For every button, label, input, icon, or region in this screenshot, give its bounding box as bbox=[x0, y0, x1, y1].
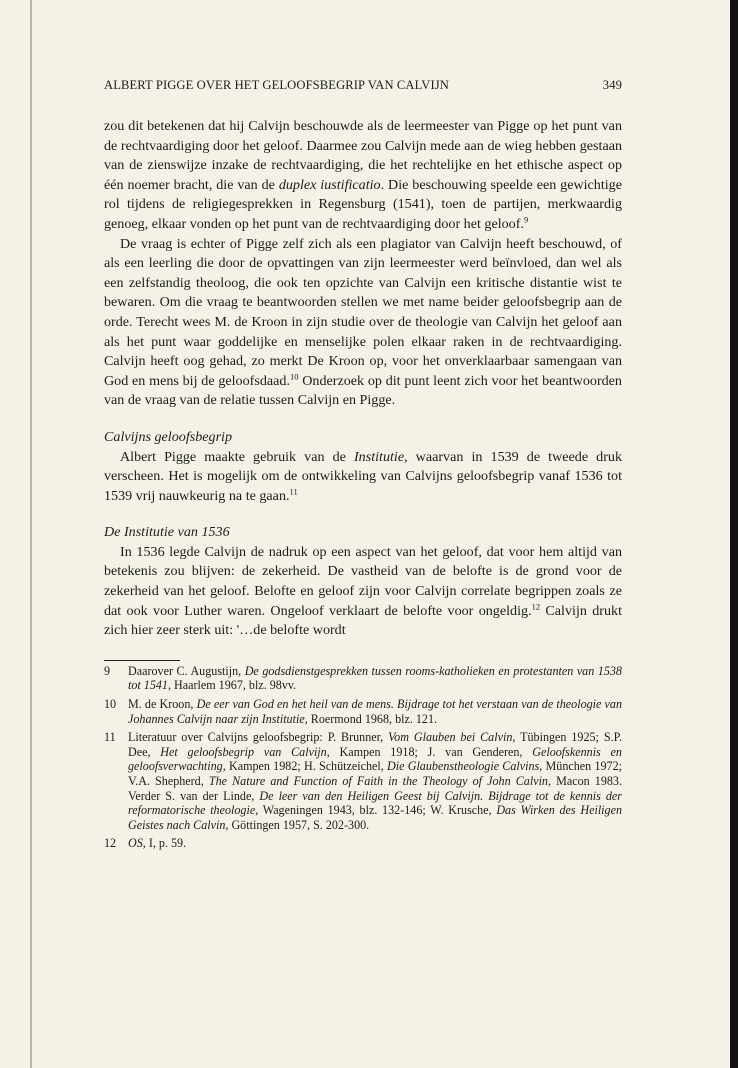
paragraph-4 bbox=[104, 543, 622, 641]
body-text bbox=[104, 117, 622, 641]
page-number: 349 bbox=[602, 78, 622, 92]
paragraph-2-text-a: De vraag is echter of Pigge zelf zich als een plagiator van Calvijn heeft beschouwd, of als een leerling die door de opvattingen van zijn leermeester werd beïnvloed, dan wel als een zelfstandig theoloog, die ook ten opzichte van Calvijn een kritische distantie wist te bewaren. Om die vraag te beantwoorden stellen we met name beider geloofsbegrip aan de orde. Terecht wees M. de Kroon in zijn studie over de theologie van Calvijn het geloof aan als het punt waar goddelijke en menselijke polen elkaar raken in de rechtvaardiging. Calvijn heeft oog gehad, zo merkt De Kroon op, voor het onverklaarbaar samengaan van God en mens bij de geloofsdaad. bbox=[104, 235, 622, 389]
book-page bbox=[104, 78, 622, 855]
footnote-rule bbox=[104, 660, 180, 661]
footnote-text: Daarover C. Augustijn, De godsdienstgesprekken tussen rooms-katholieken en protestanten van 1538 tot 1541, Haarlem 1967, blz. 98vv. bbox=[128, 663, 622, 693]
footnote-11 bbox=[104, 730, 622, 832]
paragraph-3-text-b: , waarvan in 1539 de tweede druk verscheen. Het is mogelijk om de ontwikkeling van Calvijns geloofsbegrip vanaf 1536 tot 1539 vrij nauwkeurig na te gaan. bbox=[104, 448, 622, 504]
footnote-number: 12 bbox=[104, 836, 117, 851]
note-ref-11: 11 bbox=[289, 486, 298, 496]
section-heading-calvijns-geloofsbegrip: Calvijns geloofsbegrip bbox=[104, 428, 233, 445]
paragraph-3-italic: Institutie bbox=[353, 448, 405, 465]
scan-right-edge bbox=[730, 0, 738, 1068]
note-ref-12: 12 bbox=[531, 600, 541, 611]
paragraph-3-text-a: Albert Pigge maakte gebruik van de bbox=[120, 448, 354, 465]
paragraph-1-text-b: . Die beschouwing speelde een gewichtige rol tijdens de religiegesprekken in Regensburg (1541), toen de partijen, merkwaardig genoeg, elkaar vonden op het punt van de rechtvaardiging door het geloof. bbox=[104, 176, 622, 232]
paragraph-4-text-a: In 1536 legde Calvijn de nadruk op een aspect van het geloof, dat voor hem altijd van betekenis zou blijven: de zekerheid. De vastheid van de belofte is de grond voor de zekerheid van het geloof. Belofte en geloof zijn voor Calvijn correlate begrippen zoals ze dat ook voor Luther waren. Ongeloof verklaart de belofte voor ongeldig. bbox=[104, 543, 622, 619]
paragraph-1 bbox=[104, 117, 622, 235]
paragraph-1-text-a: zou dit betekenen dat hij Calvijn beschouwde als de leermeester van Pigge op het punt van de rechtvaardiging door het geloof. Daarmee zou Calvijn mede aan de wieg hebben gestaan van de zienswijze inzake de rechtvaardiging, die het rechtelijke en het ethische aspect op één noemer bracht, die van de bbox=[104, 118, 622, 193]
footnote-12 bbox=[104, 836, 622, 851]
paragraph-3 bbox=[104, 448, 622, 507]
footnote-text: OS, I, p. 59. bbox=[128, 836, 187, 851]
footnote-text: M. de Kroon, De eer van God en het heil van de mens. Bijdrage tot het verstaan van de theologie van Johannes Calvijn naar zijn Institutie, Roermond 1968, blz. 121. bbox=[128, 697, 623, 726]
footnote-number: 10 bbox=[104, 697, 117, 712]
footnote-number: 11 bbox=[104, 730, 116, 745]
footnotes bbox=[104, 664, 622, 851]
note-ref-10: 10 bbox=[289, 371, 299, 382]
paragraph-4-text-b: Calvijn drukt zich hier zeer sterk uit: '…de belofte wordt bbox=[104, 602, 622, 639]
section-heading-institutie-1536: De Institutie van 1536 bbox=[104, 524, 230, 541]
paragraph-2-text-b: Onderzoek op dit punt leent zich voor het beantwoorden van de vraag van de relatie tussen Calvijn en Pigge. bbox=[104, 372, 622, 409]
footnote-number: 9 bbox=[104, 663, 111, 678]
running-head bbox=[104, 78, 622, 93]
footnote-text: Literatuur over Calvijns geloofsbegrip: P. Brunner, Vom Glauben bei Calvin, Tübingen 1925; S.P. Dee, Het geloofsbegrip van Calvijn, Kampen 1918; J. van Genderen, Geloofskennis en geloofsverwachting, Kampen 1982; H. Schützeichel, Die Glaubenstheologie Calvins, München 1972; V.A. Shepherd, The Nature and Function of Faith in the Theology of John Calvin, Macon 1983. Verder S. van der Linde, De leer van den Heiligen Geest bij Calvijn. Bijdrage tot de kennis der reformatorische theologie, Wageningen 1943, blz. 132-146; W. Krusche, Das Wirken des Heiligen Geistes nach Calvin, Göttingen 1957, S. 202-300. bbox=[128, 730, 622, 832]
note-ref-9: 9 bbox=[523, 214, 529, 225]
footnote-9 bbox=[104, 664, 622, 693]
running-head-title: ALBERT PIGGE OVER HET GELOOFSBEGRIP VAN CALVIJN bbox=[104, 78, 449, 92]
scan-left-edge bbox=[30, 0, 32, 1068]
footnote-10 bbox=[104, 697, 622, 726]
paragraph-1-italic: duplex iustificatio bbox=[278, 176, 381, 193]
paragraph-2 bbox=[104, 235, 622, 411]
